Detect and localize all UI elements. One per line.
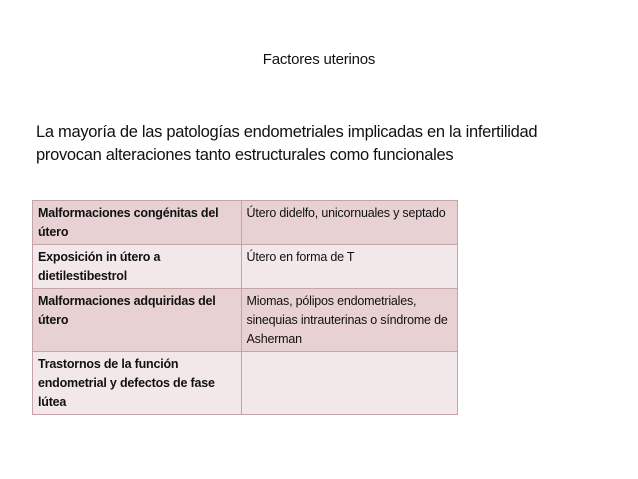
detail-cell (241, 352, 457, 415)
detail-cell: Útero didelfo, unicornuales y septado (241, 201, 457, 245)
intro-line-2: provocan alteraciones tanto estructurales como funcionales (36, 146, 454, 164)
intro-line-1: La mayoría de las patologías endometriales implicadas en la infertilidad (36, 123, 538, 141)
slide-title: Factores uterinos (262, 51, 376, 68)
table-row (33, 201, 458, 245)
factor-cell: Malformaciones congénitas del útero (33, 201, 242, 245)
factor-cell: Trastornos de la función endometrial y defectos de fase lútea (33, 352, 242, 415)
table-row (33, 289, 458, 352)
factor-cell: Malformaciones adquiridas del útero (33, 289, 242, 352)
intro-paragraph (36, 121, 628, 167)
table-row (33, 352, 458, 415)
uterine-factors-table (32, 200, 458, 415)
detail-cell: Útero en forma de T (241, 245, 457, 289)
table-row (33, 245, 458, 289)
factor-cell: Exposición in útero a dietilestibestrol (33, 245, 242, 289)
detail-cell: Miomas, pólipos endometriales, sinequias intrauterinas o síndrome de Asherman (241, 289, 457, 352)
